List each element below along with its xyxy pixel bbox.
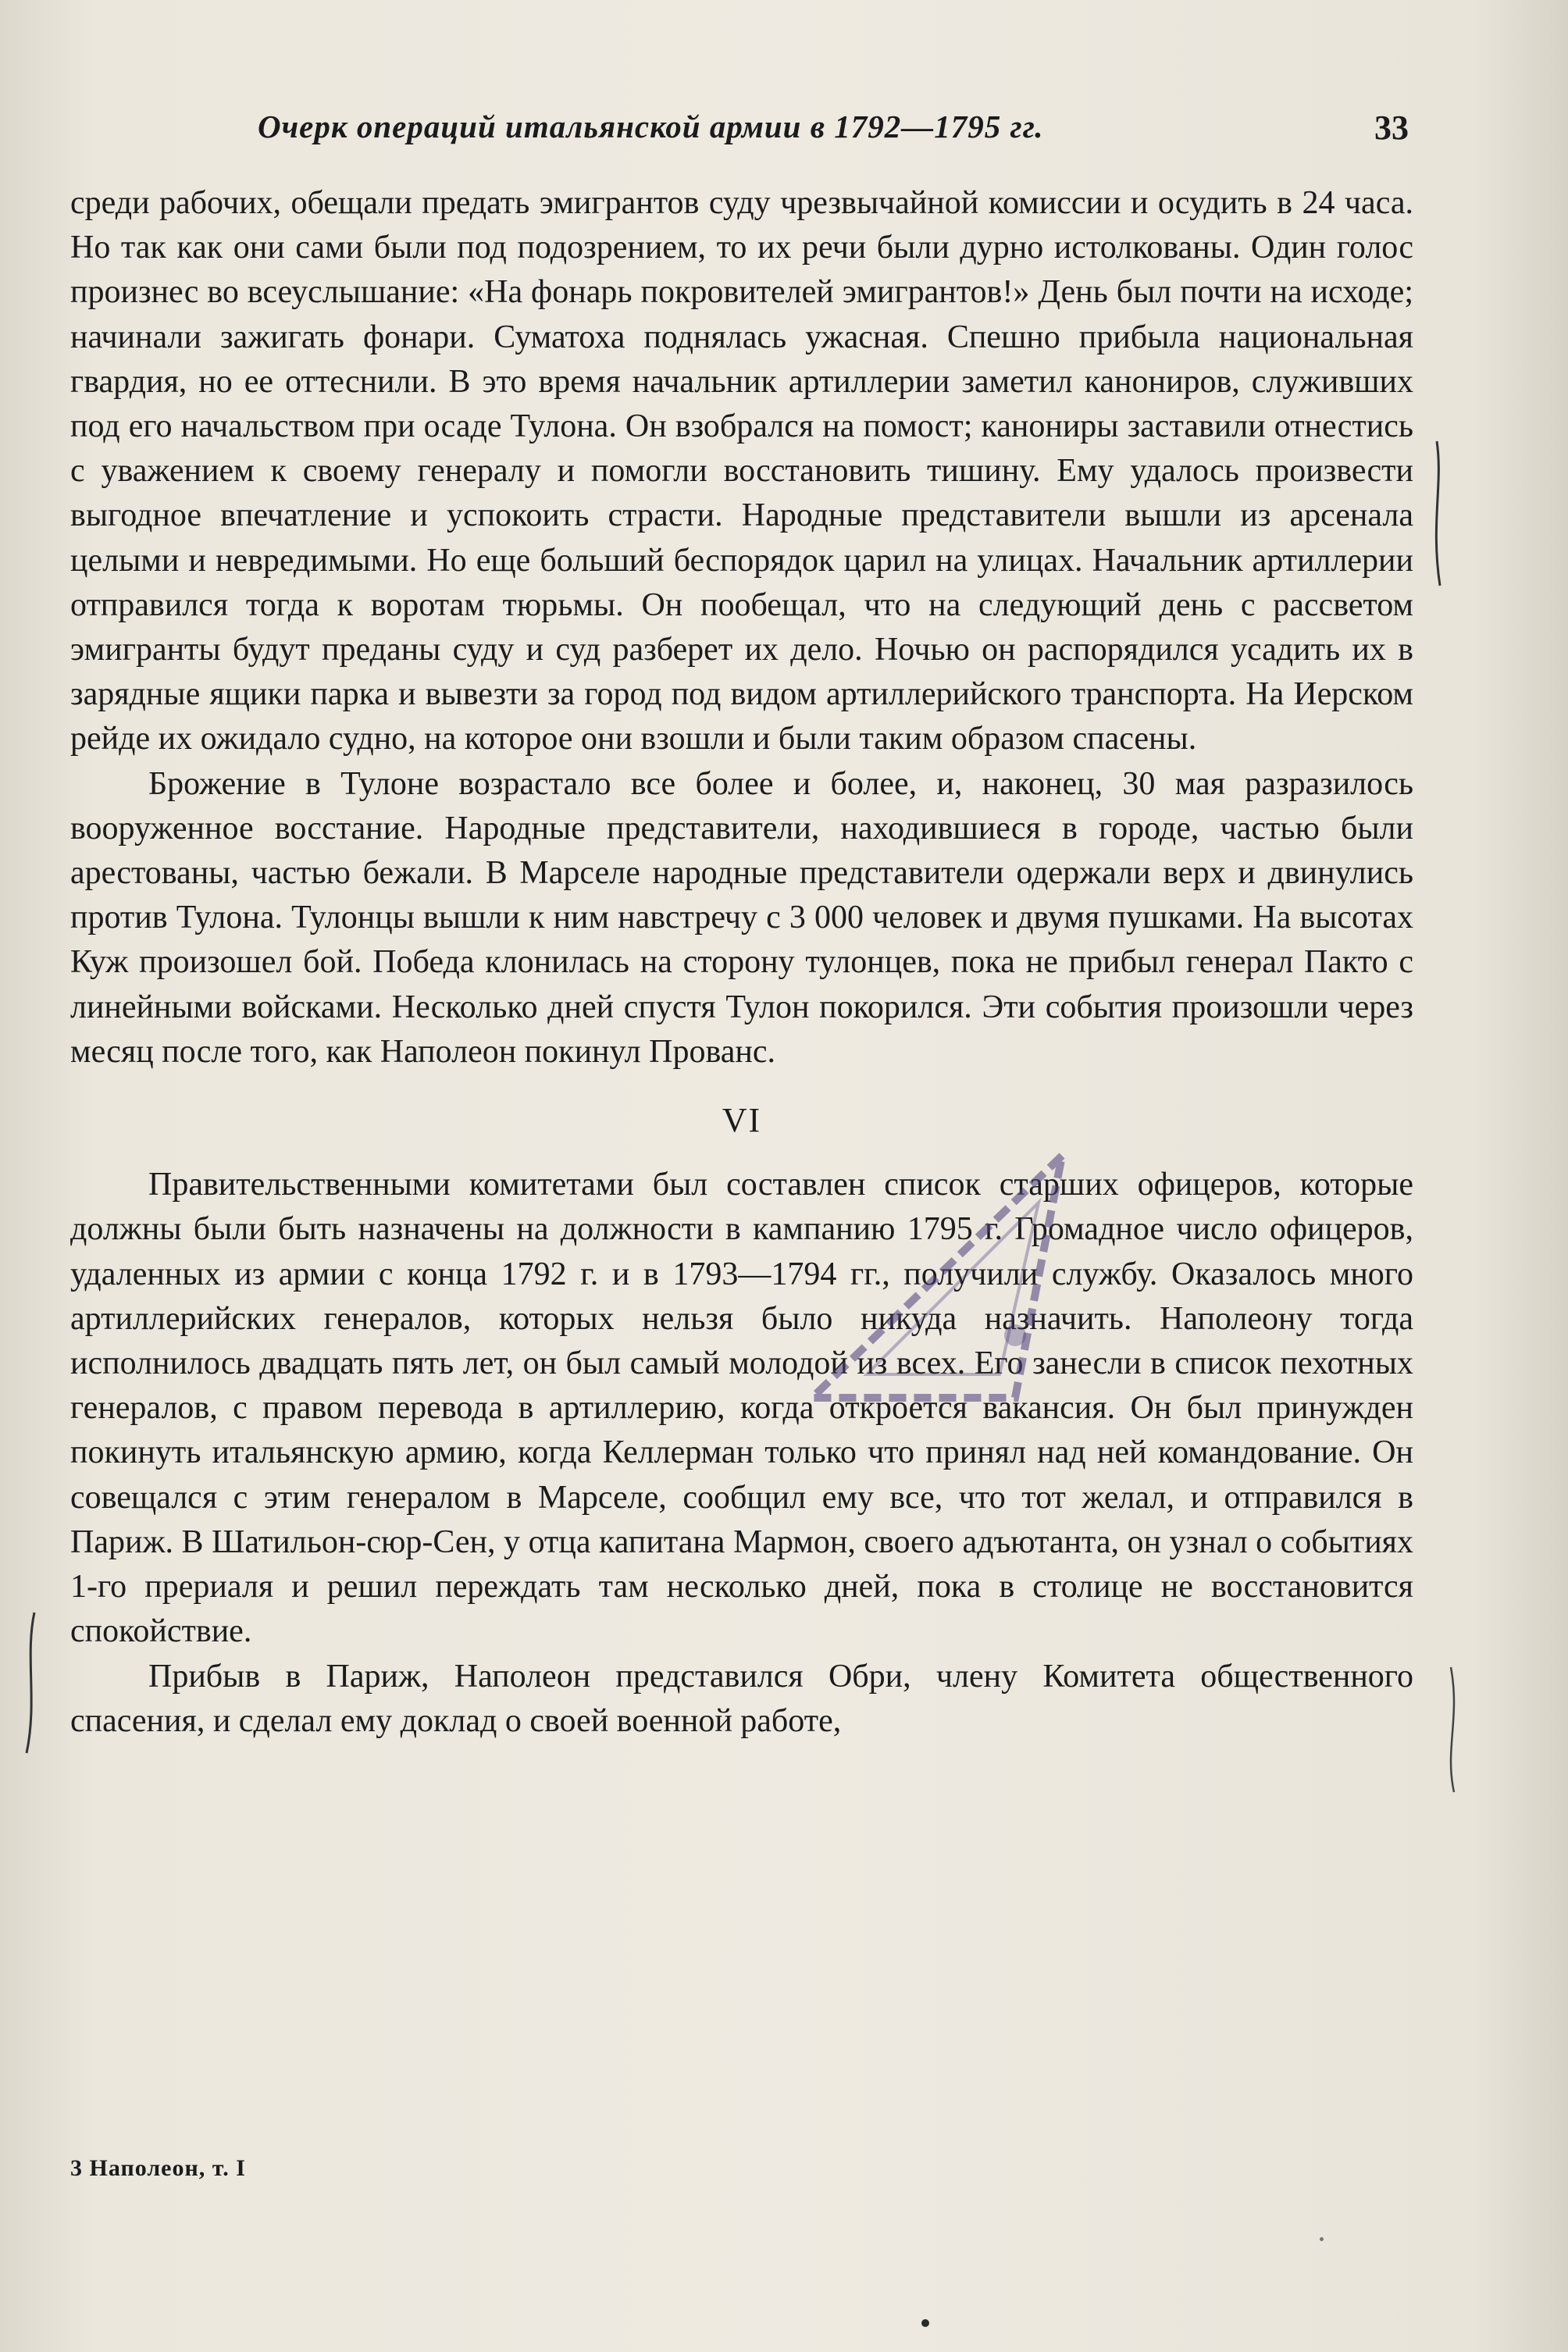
section-heading: VI: [722, 1101, 762, 1140]
margin-mark-icon: [16, 1609, 47, 1757]
margin-mark-icon: [1421, 437, 1452, 593]
page-header: [258, 108, 1409, 155]
paragraph: Прибыв в Париж, Наполеон представился Обри, члену Комитета общественного спасения, и сделал ему доклад о своей военной работе,: [70, 1658, 1413, 1739]
page-number: 33: [1374, 109, 1409, 147]
paragraph: Брожение в Тулоне возрастало все более и более, и, наконец, 30 мая разразилось вооруженное восстание. Народные представители, находившиеся в городе, частью были арестованы, частью бежали. В Марселе народные представители одержали верх и двинулись против Тулона. Тулонцы вышли к ним навстречу с 3 000 человек и двумя пушками. На высотах Куж произошел бой. Победа клонилась на сторону тулонцев, пока не прибыл генерал Пакто с линейными войсками. Несколько дней спустя Тулон покорился. Эти события произошли через месяц после того, как Наполеон покинул Прованс.: [70, 765, 1413, 1070]
ink-speck: [1320, 2237, 1324, 2241]
paragraph: Правительственными комитетами был составлен список старших офицеров, которые должны были быть назначены на должности в кампанию 1795 г. Громадное число офицеров, удаленных из армии с конца 1792 г. и в 1793—1794 гг., получили службу. Оказалось много артиллерийских генералов, которых нельзя было никуда назначить. Наполеону тогда исполнилось двадцать пять лет, он был самый молодой из всех. Его занесли в список пехотных генералов, с правом перевода в артиллерию, когда откроется вакансия. Он был принужден покинуть итальянскую армию, когда Келлерман только что принял над ней командование. Он совещался с этим генералом в Марселе, сообщил ему все, что тот желал, и отправился в Париж. В Шатильон-сюр-Сен, у отца капитана Мармон, своего адъютанта, он узнал о событиях 1-го прериаля и решил переждать там несколько дней, пока в столице не восстановится спокойствие.: [70, 1167, 1413, 1650]
ink-speck: [921, 2319, 929, 2327]
margin-mark-icon: [1437, 1663, 1468, 1796]
running-title: Очерк операций итальянской армии в 1792—1795 гг.: [258, 109, 1044, 144]
body-text: [70, 181, 1413, 1744]
footer-signature: 3 Наполеон, т. I: [70, 2155, 246, 2181]
paragraph: среди рабочих, обещали предать эмигрантов суду чрезвычайной комиссии и осудить в 24 часа. Но так как они сами были под подозрением, то их речи были дурно истолкованы. Один голос произнес во всеуслышание: «На фонарь покровителей эмигрантов!» День был почти на исходе; начинали зажигать фонари. Суматоха поднялась ужасная. Спешно прибыла национальная гвардия, но ее оттеснили. В это время начальник артиллерии заметил канониров, служивших под его начальством при осаде Тулона. Он взобрался на помост; канониры заставили отнестись с уважением к своему генералу и помогли восстановить тишину. Ему удалось произвести выгодное впечатление и успокоить страсти. Народные представители вышли из арсенала целыми и невредимыми. Но еще больший беспорядок царил на улицах. Начальник артиллерии отправился тогда к воротам тюрьмы. Он пообещал, что на следующий день с рассветом эмигранты будут преданы суду и суд разберет их дело. Ночью он распорядился усадить их в зарядные ящики парка и вывезти за город под видом артиллерийского транспорта. На Иерском рейде их ожидало судно, на которое они взошли и были таким образом спасены.: [70, 185, 1413, 757]
